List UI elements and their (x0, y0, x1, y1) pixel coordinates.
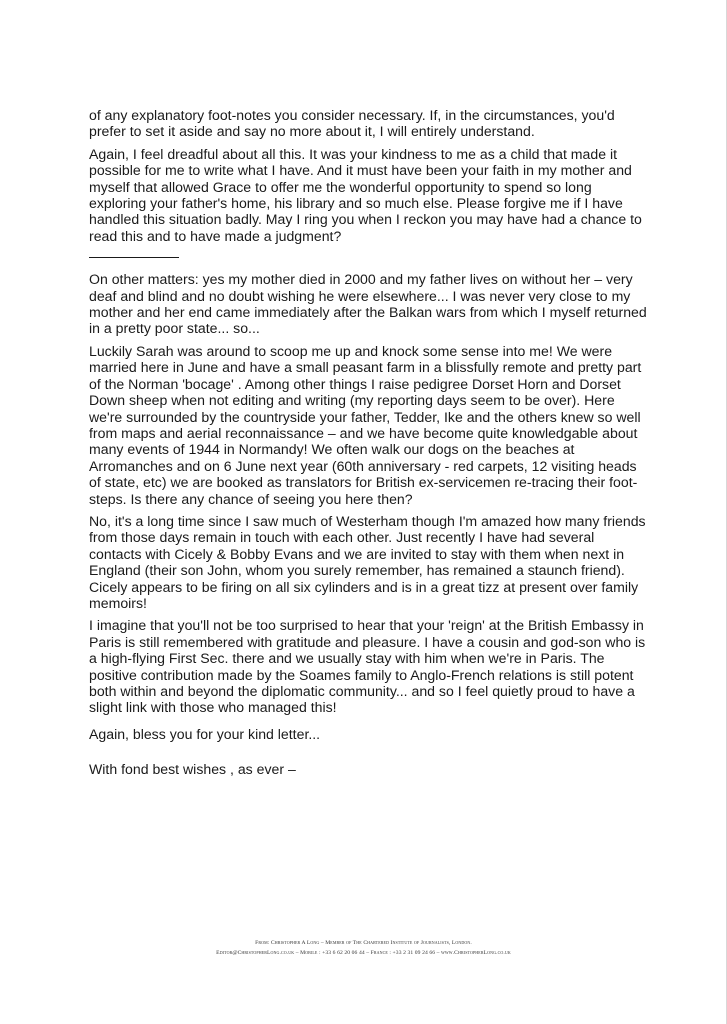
paragraph-westerham: No, it's a long time since I saw much of Westerham though I'm amazed how many friends from those days remain in touch with each other. Just recently I have had several contacts with Cicely & Bobby Evans and we are invited to stay with them when next in England (their son John, whom you surely remember, has remained a staunch friend). Cicely appears to be firing on all six cylinders and is in a great tizz at present over family memoirs! (89, 512, 646, 611)
paragraph-apology: Again, I feel dreadful about all this. It was your kindness to me as a child that made it possible for me to write what I have. And it must have been your faith in my mother and myself that allowed Grace to offer me the wonderful opportunity to spend so long exploring your father's home, his library and so much else. Please forgive me if I have handled this situation badly. May I ring you when I reckon you may have had a chance to read this and to have made a judgment? (89, 145, 642, 244)
closing-wishes: With fond best wishes , as ever – (89, 761, 296, 778)
paragraph-embassy: I imagine that you'll not be too surprised to hear that your 'reign' at the British Embassy in Paris is still remembered with gratitude and pleasure. I have a cousin and god-son who is a high-flying First Sec. there and we usually stay with him when we're in Paris. The positive contribution made by the Soames family to Anglo-French relations is still potent both within and beyond the diplomatic community... and so I feel quietly proud to have a slight link with those who managed this! (89, 617, 646, 716)
paragraph-mother: On other matters: yes my mother died in 2000 and my father lives on without her – very deaf and blind and no doubt wishing he were elsewhere... I was never very close to my mother and her end came immediately after the Balkan wars from which I myself returned in a pretty poor state... so... (89, 271, 647, 337)
closing-thanks: Again, bless you for your kind letter... (89, 725, 321, 742)
letter-body (89, 107, 649, 784)
footer-contact-line: Editor@ChristopherLong.co.uk – Mobile : +33 6 62 20 06 44 – France : +33 2 31 09 24 66 – www.ChristopherLong.co.uk (216, 950, 511, 956)
section-divider-rule (89, 257, 179, 258)
paragraph-footnotes: of any explanatory foot-notes you consider necessary. If, in the circumstances, you'd prefer to set it aside and say no more about it, I will entirely understand. (89, 107, 615, 140)
footer-sender-line: From: Christopher A Long – Member of The Chartered Institute of Journalists, London. (255, 940, 472, 946)
letterhead-footer (0, 938, 727, 958)
paragraph-normandy: Luckily Sarah was around to scoop me up and knock some sense into me! We were married here in June and have a small peasant farm in a blissfully remote and pretty part of the Norman 'bocage' . Among other things I raise pedigree Dorset Horn and Dorset Down sheep when not editing and writing (my reporting days seem to be over). Here we're surrounded by the countryside your father, Tedder, Ike and the others knew so well from maps and aerial reconnaissance – and we have become quite knowledgable about many events of 1944 in Normandy! We often walk our dogs on the beaches at Arromanches and on 6 June next year (60th anniversary - red carpets, 12 visiting heads of state, etc) we are booked as translators for British ex-servicemen re-tracing their foot-steps. Is there any chance of seeing you here then? (89, 342, 642, 507)
